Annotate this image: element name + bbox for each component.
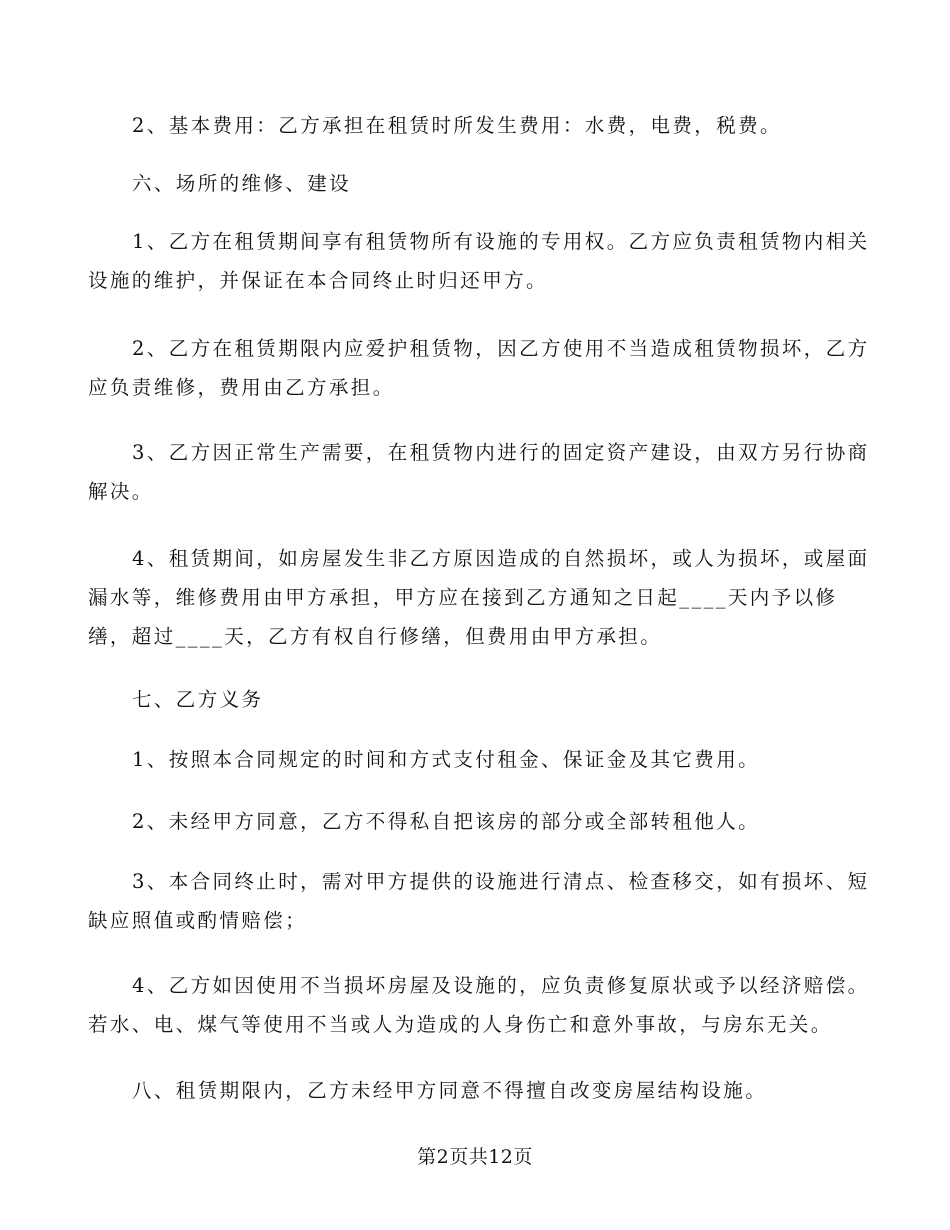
paragraph-six-4	[88, 539, 874, 656]
paragraph-line: 设施的维护，并保证在本合同终止时归还甲方。	[88, 269, 548, 292]
paragraph-line: 4、租赁期间，如房屋发生非乙方原因造成的自然损坏，或人为损坏，或屋面	[132, 547, 870, 570]
paragraph-six-2	[88, 329, 874, 407]
paragraph-line: 应负责维修，费用由乙方承担。	[88, 376, 395, 399]
paragraph-line: 2、乙方在租赁期限内应爱护租赁物，因乙方使用不当造成租赁物损坏，乙方	[132, 337, 870, 360]
paragraph-six-1	[88, 222, 874, 300]
paragraph-seven-2	[88, 802, 874, 841]
paragraph-line: 漏水等，维修费用由甲方承担，甲方应在接到乙方通知之日起____天内予以修	[88, 586, 838, 609]
page-number-footer: 第2页共12页	[417, 1146, 533, 1168]
paragraph-line: 解决。	[88, 480, 154, 503]
paragraph-line: 3、乙方因正常生产需要，在租赁物内进行的固定资产建设，由双方另行协商	[132, 441, 870, 464]
paragraph-seven-1	[88, 740, 874, 779]
paragraph-line: 2、基本费用：乙方承担在租赁时所发生费用：水费，电费，税费。	[132, 114, 782, 137]
paragraph-basic-fees	[88, 106, 874, 145]
paragraph-six-3	[88, 433, 874, 511]
paragraph-line: 八、租赁期限内，乙方未经甲方同意不得擅自改变房屋结构设施。	[132, 1079, 768, 1102]
paragraph-seven-4	[88, 966, 874, 1044]
paragraph-line: 4、乙方如因使用不当损坏房屋及设施的，应负责修复原状或予以经济赔偿。	[132, 974, 870, 997]
paragraph-line: 缮，超过____天，乙方有权自行修缮，但费用由甲方承担。	[88, 625, 663, 648]
paragraph-line: 七、乙方义务	[132, 688, 264, 711]
heading-section-seven	[88, 680, 874, 719]
paragraph-line: 2、未经甲方同意，乙方不得私自把该房的部分或全部转租他人。	[132, 810, 761, 833]
heading-section-six	[88, 164, 874, 203]
paragraph-line: 六、场所的维修、建设	[132, 172, 352, 195]
paragraph-line: 1、按照本合同规定的时间和方式支付租金、保证金及其它费用。	[132, 748, 761, 771]
paragraph-line: 若水、电、煤气等使用不当或人为造成的人身伤亡和意外事故，与房东无关。	[88, 1013, 833, 1036]
paragraph-line: 1、乙方在租赁期间享有租赁物所有设施的专用权。乙方应负责租赁物内相关	[132, 230, 870, 253]
paragraph-seven-3	[88, 862, 874, 940]
paragraph-line: 缺应照值或酌情赔偿；	[88, 909, 308, 932]
paragraph-line: 3、本合同终止时，需对甲方提供的设施进行清点、检查移交，如有损坏、短	[132, 870, 870, 893]
heading-section-eight	[88, 1071, 874, 1110]
